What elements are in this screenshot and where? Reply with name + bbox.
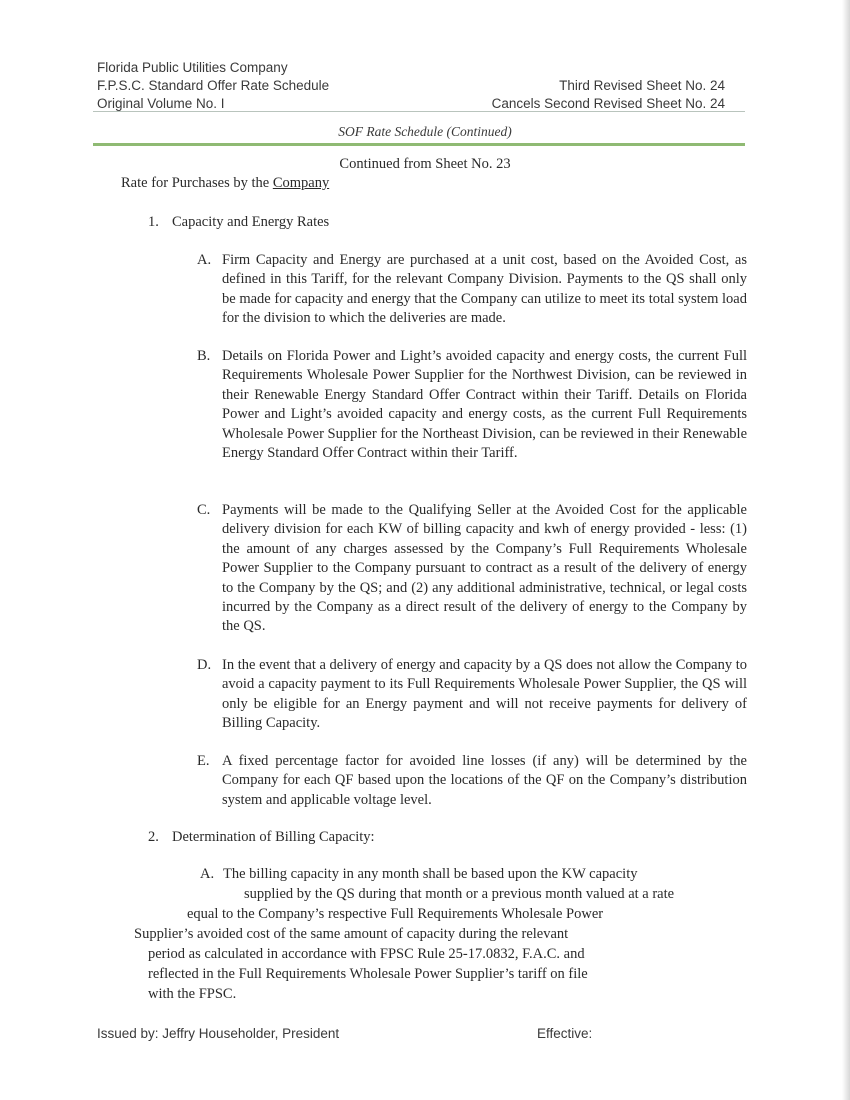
item-letter: D.	[197, 657, 212, 673]
issued-by: Issued by: Jeffry Householder, President	[97, 1026, 340, 1041]
section-title: Determination of Billing Capacity:	[172, 829, 375, 845]
continued-note: Continued from Sheet No. 23	[339, 156, 511, 172]
item-text: Payments will be made to the Qualifying Seller at the Avoided Cost for the applicable delivery division for each KW of billing capacity and kwh of energy provided - less: (1) the amount of any charges assessed by the Company’s Full Requirements Wholesale Power Supplier to the Company pursuant to contract as a result of the delivery of energy to the Company by the QS; and (2) any additional administrative, technical, or legal costs incurred by the Company as a direct result of the delivery of energy to the Company by the QS.	[222, 502, 747, 635]
volume-number: Original Volume No. I	[97, 96, 225, 111]
item-text-line: equal to the Company’s respective Full Requirements Wholesale Power	[187, 906, 604, 922]
list-item	[197, 656, 747, 734]
rate-heading	[121, 175, 329, 192]
schedule-title: SOF Rate Schedule (Continued)	[338, 124, 512, 139]
item-letter: E.	[197, 753, 210, 769]
section-number: 2.	[148, 829, 159, 845]
effective-date-label: Effective:	[537, 1026, 593, 1041]
item-letter: B.	[197, 348, 211, 364]
rate-schedule-name: F.P.S.C. Standard Offer Rate Schedule	[97, 78, 330, 93]
rate-heading-prefix: Rate for Purchases by the	[121, 175, 273, 191]
header-left-block	[97, 59, 329, 113]
item-text-line: reflected in the Full Requirements Wholesale Power Supplier’s tariff on file	[148, 966, 588, 982]
item-text-line: Supplier’s avoided cost of the same amount of capacity during the relevant	[134, 926, 569, 942]
cancels-sheet: Cancels Second Revised Sheet No. 24	[491, 96, 725, 111]
item-text: Firm Capacity and Energy are purchased at a unit cost, based on the Avoided Cost, as defined in this Tariff, for the relevant Company Division. Payments to the QS shall only be made for capacity and energy that the Company can utilize to meet its total system load for the division to which the deliveries are made.	[222, 252, 747, 327]
header-divider	[93, 111, 745, 112]
item-text-line: with the FPSC.	[148, 986, 237, 1002]
header-right-block	[492, 77, 725, 113]
section-2-heading	[148, 829, 375, 846]
section-title: Capacity and Energy Rates	[172, 214, 330, 230]
sheet-number: Third Revised Sheet No. 24	[559, 78, 725, 93]
item-letter: A.	[200, 866, 215, 882]
item-letter: C.	[197, 502, 211, 518]
list-item	[197, 752, 747, 810]
company-name: Florida Public Utilities Company	[97, 60, 288, 75]
item-text-line: period as calculated in accordance with FPSC Rule 25-17.0832, F.A.C. and	[148, 946, 585, 962]
item-text: A fixed percentage factor for avoided line losses (if any) will be determined by the Company for each QF based upon the locations of the QF on the Company’s distribution system and applicable voltage level.	[222, 753, 747, 808]
list-item	[197, 501, 747, 637]
list-item	[197, 347, 747, 463]
section-1-heading	[148, 214, 329, 231]
title-divider	[93, 143, 745, 146]
item-text-line: supplied by the QS during that month or a previous month valued at a rate	[244, 886, 675, 902]
item-text: In the event that a delivery of energy and capacity by a QS does not allow the Company to avoid a capacity payment to its Full Requirements Wholesale Power Supplier, the QS will only be eligible for an Energy payment and will not receive payments for delivery of Billing Capacity.	[222, 657, 747, 732]
item-text-line: The billing capacity in any month shall be based upon the KW capacity	[223, 866, 638, 882]
list-item	[197, 251, 747, 329]
rate-heading-company: Company	[272, 175, 330, 191]
item-letter: A.	[197, 252, 212, 268]
item-text: Details on Florida Power and Light’s avoided capacity and energy costs, the current Full Requirements Wholesale Power Supplier for the Northwest Division, can be reviewed in their Renewable Energy Standard Offer Contract within their Tariff. Details on Florida Power and Light’s avoided capacity and energy costs, as the current Full Requirements Wholesale Power Supplier for the Northeast Division, can be reviewed in their Renewable Energy Standard Offer Contract within their Tariff.	[222, 348, 747, 462]
section-number: 1.	[148, 214, 159, 230]
